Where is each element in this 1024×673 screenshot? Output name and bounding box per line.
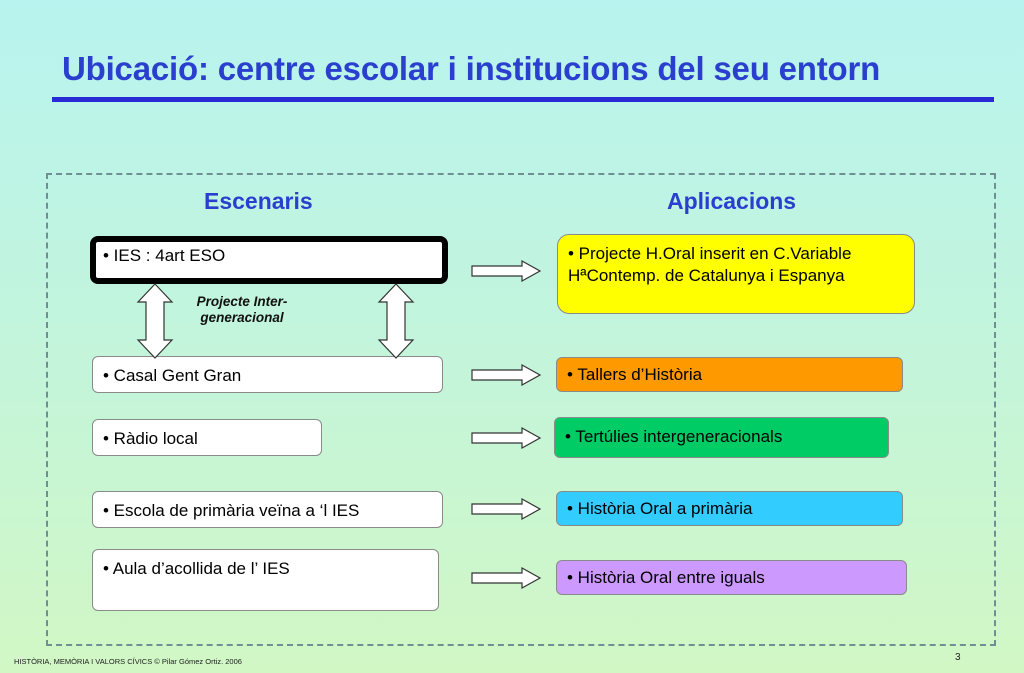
aplicacio-historia-primaria: • Història Oral a primària (556, 491, 903, 526)
escenari-ies: • IES : 4art ESO (90, 236, 448, 284)
vertical-double-arrow-left (138, 284, 172, 358)
right-arrow-5 (472, 568, 540, 588)
page-number: 3 (955, 652, 961, 663)
aplicacio-projecte-hora: • Projecte H.Oral inserit en C.Variable HªContemp. de Catalunya i Espanya (557, 234, 915, 314)
projecte-intergeneracional-label: Projecte Inter-generacional (196, 294, 288, 326)
page-title: Ubicació: centre escolar i institucions del seu entorn (62, 50, 881, 87)
footer-credit: HISTÒRIA, MEMÒRIA I VALORS CÍVICS © Pilar Gómez Ortiz. 2006 (14, 657, 242, 666)
right-arrow-4 (472, 499, 540, 519)
escenari-escola: • Escola de primària veïna a ‘l IES (92, 491, 443, 528)
vertical-double-arrow-right (379, 284, 413, 358)
aplicacio-tertulies: • Tertúlies intergeneracionals (554, 417, 889, 458)
aplicacio-historia-iguals: • Història Oral entre iguals (556, 560, 907, 595)
right-arrow-1 (472, 261, 540, 281)
aplicacio-tallers: • Tallers d’Història (556, 357, 903, 392)
right-arrow-3 (472, 428, 540, 448)
column-heading-escenaris: Escenaris (204, 188, 313, 214)
escenari-radio: • Ràdio local (92, 419, 322, 456)
escenari-aula: • Aula d’acollida de l’ IES (92, 549, 439, 611)
right-arrow-2 (472, 365, 540, 385)
column-heading-aplicacions: Aplicacions (667, 188, 797, 214)
escenari-casal: • Casal Gent Gran (92, 356, 443, 393)
